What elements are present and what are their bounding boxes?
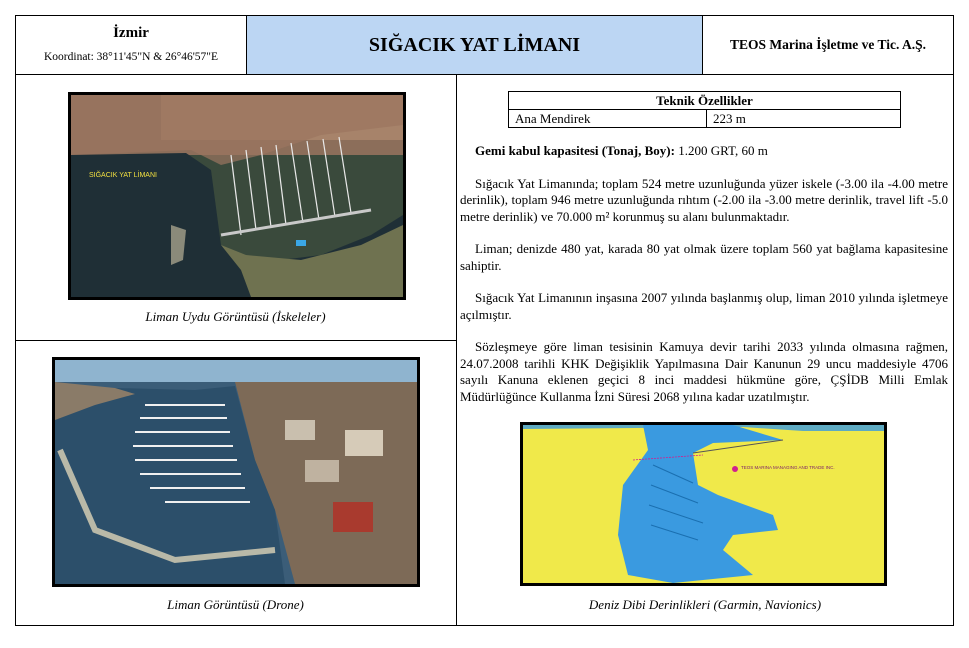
table-row — [509, 110, 901, 128]
satellite-caption: Liman Uydu Görüntüsü (İskeleler) — [145, 309, 326, 324]
spec-value: 223 m — [707, 110, 901, 128]
city-name: İzmir — [113, 25, 149, 41]
satellite-photo — [71, 95, 403, 297]
spec-label: Ana Mendirek — [509, 110, 707, 128]
paragraph-capacity: Liman; denizde 480 yat, karada 80 yat olmak üzere toplam 560 yat bağlama kapasitesine sahiptir. — [460, 241, 948, 273]
drone-photo — [55, 360, 417, 584]
description-text — [460, 143, 948, 421]
depth-chart-image — [520, 422, 887, 586]
capacity-paragraph — [460, 143, 948, 160]
chart-caption: Deniz Dibi Derinlikleri (Garmin, Navionics) — [588, 597, 822, 612]
spec-table-title: Teknik Özellikler — [509, 92, 901, 110]
drone-image — [52, 357, 420, 587]
drone-caption: Liman Görüntüsü (Drone) — [167, 597, 304, 612]
capacity-label: Gemi kabul kapasitesi (Tonaj, Boy): — [475, 143, 675, 158]
satellite-image — [68, 92, 406, 300]
spec-table — [508, 91, 901, 128]
location-cell — [16, 16, 247, 75]
chart-label: TEOS MARINA MANAGING AND TRADE INC. — [741, 465, 835, 470]
paragraph-history: Sığacık Yat Limanının inşasına 2007 yılında başlanmış olup, liman 2010 yılında işletmeye açılmıştır. — [460, 290, 948, 322]
paragraph-facilities: Sığacık Yat Limanında; toplam 524 metre uzunluğunda yüzer iskele (-3.00 ila -4.00 metre derinlik), toplam 946 metre uzunluğunda rıhtım (-2.00 ila -3.00 metre derinlik, travel lift -5.0 metre derinlik) ve 70.000 m² korunmuş su alanı bulunmaktadır. — [460, 175, 948, 224]
page-title: SIĞACIK YAT LİMANI — [247, 16, 703, 75]
image-divider — [16, 340, 456, 341]
operator-name: TEOS Marina İşletme ve Tic. A.Ş. — [703, 16, 953, 75]
depth-chart — [523, 425, 884, 583]
satellite-label: SIĞACIK YAT LİMANI — [89, 172, 157, 179]
capacity-value: 1.200 GRT, 60 m — [674, 143, 768, 158]
paragraph-concession: Sözleşmeye göre liman tesisinin Kamuya devir tarihi 2033 yılında olmasına rağmen, 24.07.2008 tarihli KHK Değişiklik Yapılmasına Dair Kanunun 29 uncu maddesiyle 4706 sayılı Kanuna eklenen geçici 8 inci maddesi hükmüne göre, ÇŞİDB Milli Emlak Müdürlüğünce Kullanma İzni Süresi 2068 yılına kadar uzatılmıştır. — [460, 339, 948, 404]
coordinates: Koordinat: 38°11'45"N & 26°46'57"E — [43, 51, 219, 63]
